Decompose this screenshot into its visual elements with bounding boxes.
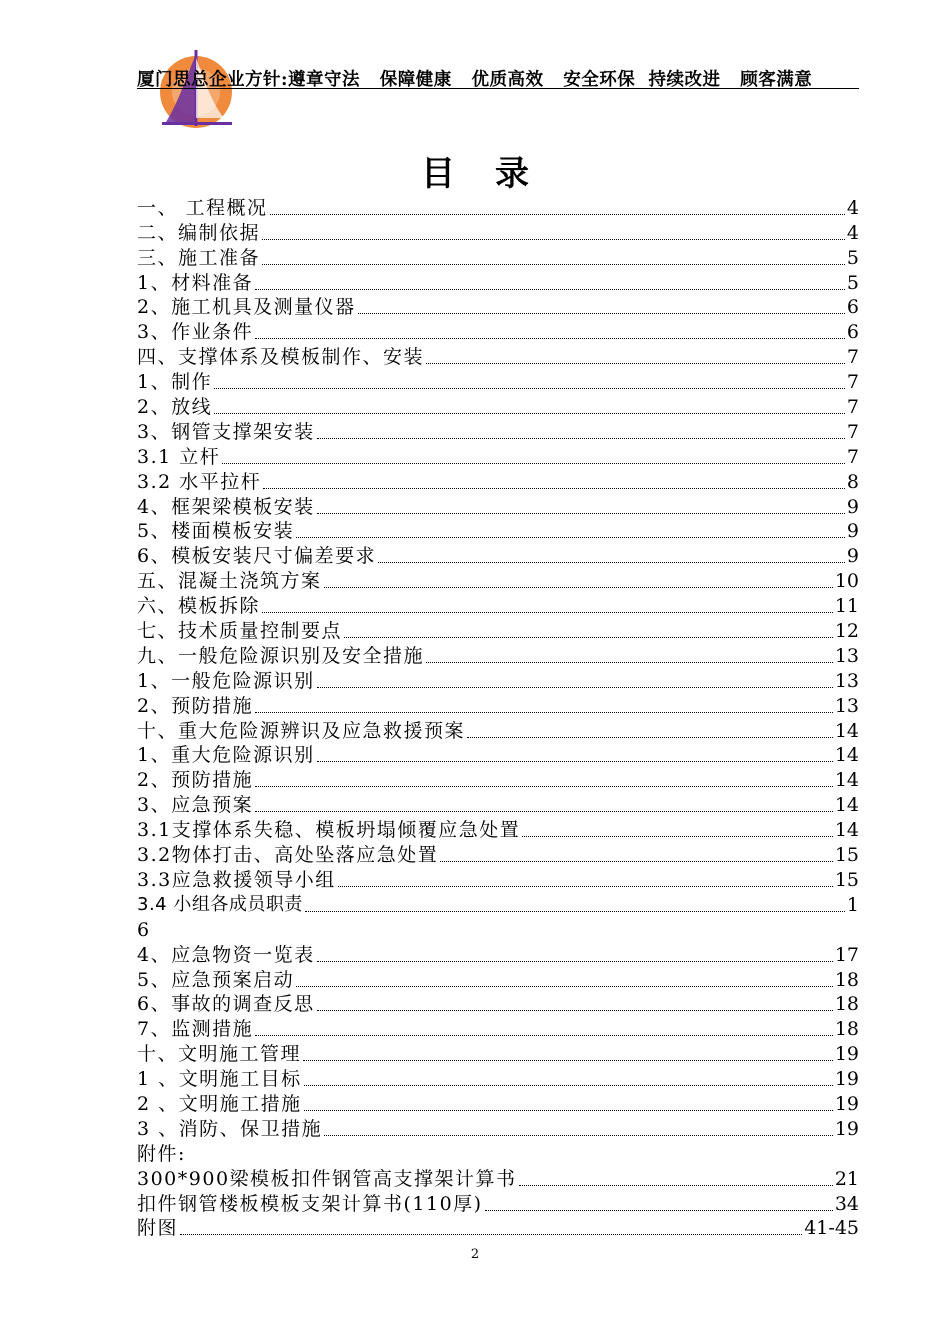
toc-entry-label: 五、混凝土浇筑方案: [137, 570, 322, 593]
toc-entry-label: 1、重大危险源识别: [137, 744, 315, 767]
toc-entry[interactable]: [137, 318, 859, 343]
toc-entry-page: 14: [834, 744, 859, 767]
toc-entry[interactable]: [137, 518, 859, 543]
toc-entry-page: 19: [834, 1068, 859, 1091]
toc-leader-dots: [255, 338, 845, 339]
toc-entry[interactable]: [137, 418, 859, 443]
toc-leader-dots: [304, 1085, 833, 1086]
toc-entry[interactable]: [137, 468, 859, 493]
toc-entry[interactable]: [137, 1090, 859, 1115]
toc-entry-page: 18: [834, 1018, 859, 1041]
toc-leader-dots: [344, 637, 833, 638]
toc-entry[interactable]: [137, 1140, 859, 1165]
toc-entry-page: 7: [846, 346, 859, 369]
toc-entry-label: 5、应急预案启动: [137, 968, 295, 991]
toc-entry-label: 3.1支撑体系失稳、模板坍塌倾覆应急处置: [137, 819, 521, 842]
toc-entry-page: 10: [834, 570, 859, 593]
toc-entry-page: 14: [834, 794, 859, 817]
toc-leader-dots: [305, 911, 845, 912]
toc-entry[interactable]: [137, 542, 859, 567]
toc-leader-dots: [296, 986, 833, 987]
toc-leader-dots: [262, 239, 845, 240]
toc-entry[interactable]: [137, 642, 859, 667]
toc-entry-label: 300*900梁模板扣件钢管高支撑架计算书: [137, 1167, 517, 1190]
toc-entry[interactable]: [137, 991, 859, 1016]
toc-entry-page: 9: [846, 495, 859, 518]
toc-leader-dots: [440, 861, 833, 862]
toc-entry-label: 三、施工准备: [137, 246, 261, 269]
toc-entry-page: 5: [846, 246, 859, 269]
toc-leader-dots: [255, 786, 833, 787]
header-rule: [137, 88, 859, 89]
toc-entry-page: 13: [834, 694, 859, 717]
toc-entry-label: 七、技术质量控制要点: [137, 620, 343, 643]
toc-leader-dots: [222, 463, 845, 464]
toc-entry[interactable]: [137, 692, 859, 717]
toc-entry[interactable]: [137, 1015, 859, 1040]
toc-leader-dots: [317, 761, 833, 762]
toc-entry[interactable]: [137, 891, 859, 916]
toc-entry[interactable]: [137, 567, 859, 592]
toc-leader-dots: [255, 811, 833, 812]
toc-entry[interactable]: [137, 294, 859, 319]
page-number: 2: [470, 1247, 480, 1262]
toc-entry[interactable]: [137, 1190, 859, 1215]
toc-entry-page: 18: [834, 968, 859, 991]
toc-leader-dots: [214, 413, 845, 414]
toc-entry[interactable]: [137, 617, 859, 642]
toc-leader-dots: [303, 1060, 833, 1061]
toc-entry[interactable]: [137, 592, 859, 617]
toc-leader-dots: [338, 886, 833, 887]
toc-leader-dots: [262, 264, 845, 265]
toc-entry-label: 1、制作: [137, 371, 213, 394]
toc-entry-page: 1: [846, 893, 859, 916]
toc-leader-dots: [467, 737, 833, 738]
toc-leader-dots: [426, 662, 833, 663]
toc-leader-dots: [255, 289, 845, 290]
toc-entry-page: 4: [846, 196, 859, 219]
toc-entry-label: 2、预防措施: [137, 769, 254, 792]
page-title: 目录: [421, 154, 569, 194]
toc-entry[interactable]: [137, 966, 859, 991]
toc-entry-label: 3.1 立杆: [137, 445, 221, 468]
toc-entry[interactable]: [137, 742, 859, 767]
toc-leader-dots: [358, 313, 845, 314]
toc-entry-page: 15: [834, 844, 859, 867]
toc-leader-dots: [317, 438, 845, 439]
toc-entry-label: 6: [137, 918, 151, 941]
toc-entry-page: 15: [834, 868, 859, 891]
toc-entry-page: 9: [846, 545, 859, 568]
toc-entry-page: 18: [834, 993, 859, 1016]
toc-entry-label: 扣件钢管楼板模板支架计算书(110厚): [137, 1192, 483, 1215]
toc-entry-label: 3.2 水平拉杆: [137, 470, 262, 493]
toc-entry-page: 9: [846, 520, 859, 543]
toc-leader-dots: [324, 587, 833, 588]
toc-entry-label: 7、监测措施: [137, 1018, 254, 1041]
toc-entry[interactable]: [137, 816, 859, 841]
toc-entry-label: 3、应急预案: [137, 794, 254, 817]
toc-entry-page: 19: [834, 1043, 859, 1066]
toc-leader-dots: [519, 1185, 833, 1186]
toc-entry-page: 7: [846, 420, 859, 443]
toc-leader-dots: [522, 836, 833, 837]
toc-entry[interactable]: [137, 766, 859, 791]
toc-entry-label: 1 、文明施工目标: [137, 1068, 302, 1091]
toc-leader-dots: [255, 712, 833, 713]
toc-entry[interactable]: [137, 269, 859, 294]
toc-entry-page: 4: [846, 221, 859, 244]
toc-entry-label: 3.4 小组各成员职责: [137, 893, 303, 915]
toc-entry-label: 2、放线: [137, 396, 213, 419]
toc-entry-page: 19: [834, 1092, 859, 1115]
toc-leader-dots: [270, 214, 845, 215]
toc-entry-label: 1、材料准备: [137, 271, 254, 294]
toc-entry-page: 12: [834, 620, 859, 643]
toc-entry-label: 九、一般危险源识别及安全措施: [137, 644, 425, 667]
toc-entry-label: 6、事故的调查反思: [137, 993, 315, 1016]
toc-entry-page: 41-45: [804, 1217, 859, 1240]
company-motto: 厦门思总企业方针:遵章守法 保障健康 优质高效 安全环保 持续改进 顾客满意: [137, 70, 813, 90]
toc-entry-label: 3 、消防、保卫措施: [137, 1117, 323, 1140]
toc-entry-page: 7: [846, 371, 859, 394]
toc-leader-dots: [262, 612, 833, 613]
toc-entry-label: 3.3应急救援领导小组: [137, 868, 336, 891]
toc-entry-page: 21: [834, 1167, 859, 1190]
table-of-contents: [137, 194, 859, 1239]
toc-entry-label: 十、重大危险源辨识及应急救援预案: [137, 719, 466, 742]
toc-entry-label: 2、施工机具及测量仪器: [137, 296, 356, 319]
toc-entry-label: 六、模板拆除: [137, 595, 261, 618]
toc-entry-label: 3、作业条件: [137, 321, 254, 344]
toc-entry[interactable]: [137, 244, 859, 269]
toc-entry-label: 二、编制依据: [137, 221, 261, 244]
toc-entry-page: 34: [834, 1192, 859, 1215]
toc-entry-label: 附件:: [137, 1142, 186, 1165]
toc-entry[interactable]: [137, 1165, 859, 1190]
toc-entry[interactable]: [137, 866, 859, 891]
toc-entry-label: 3.2物体打击、高处坠落应急处置: [137, 844, 439, 867]
toc-entry-page: 17: [834, 943, 859, 966]
toc-entry-page: 6: [846, 296, 859, 319]
toc-entry[interactable]: [137, 443, 859, 468]
toc-entry-label: 5、楼面模板安装: [137, 520, 295, 543]
toc-entry-page: 11: [834, 595, 859, 618]
toc-entry-page: 19: [834, 1117, 859, 1140]
toc-entry-page: 6: [846, 321, 859, 344]
toc-entry-label: 十、文明施工管理: [137, 1043, 302, 1066]
toc-leader-dots: [304, 1110, 833, 1111]
toc-leader-dots: [214, 388, 845, 389]
toc-leader-dots: [324, 1135, 833, 1136]
toc-entry[interactable]: [137, 1215, 859, 1240]
toc-entry-label: 3、钢管支撑架安装: [137, 420, 315, 443]
toc-leader-dots: [317, 1010, 833, 1011]
toc-leader-dots: [485, 1210, 833, 1211]
toc-entry-page: 8: [846, 470, 859, 493]
toc-entry[interactable]: [137, 791, 859, 816]
toc-entry-page: 14: [834, 819, 859, 842]
toc-leader-dots: [378, 562, 845, 563]
toc-entry-label: 附图: [137, 1217, 179, 1240]
toc-entry-page: 13: [834, 669, 859, 692]
toc-entry-page: 14: [834, 769, 859, 792]
toc-leader-dots: [317, 687, 833, 688]
toc-entry-label: 4、框架梁模板安装: [137, 495, 315, 518]
toc-entry-label: 2、预防措施: [137, 694, 254, 717]
toc-entry-label: 一、 工程概况: [137, 196, 268, 219]
toc-leader-dots: [426, 363, 845, 364]
toc-entry[interactable]: [137, 1065, 859, 1090]
toc-entry-page: 14: [834, 719, 859, 742]
toc-entry-label: 四、支撑体系及模板制作、安装: [137, 346, 425, 369]
toc-leader-dots: [255, 1035, 833, 1036]
toc-entry-label: 2 、文明施工措施: [137, 1092, 302, 1115]
toc-entry[interactable]: [137, 368, 859, 393]
toc-entry[interactable]: [137, 1040, 859, 1065]
toc-entry[interactable]: [137, 717, 859, 742]
toc-entry[interactable]: [137, 916, 859, 941]
toc-entry[interactable]: [137, 1115, 859, 1140]
toc-entry[interactable]: [137, 841, 859, 866]
toc-entry[interactable]: [137, 493, 859, 518]
toc-entry-page: 7: [846, 445, 859, 468]
toc-entry-label: 1、一般危险源识别: [137, 669, 315, 692]
toc-entry-page: 7: [846, 396, 859, 419]
toc-leader-dots: [180, 1234, 802, 1235]
toc-entry-label: 6、模板安装尺寸偏差要求: [137, 545, 377, 568]
toc-entry-page: 5: [846, 271, 859, 294]
toc-leader-dots: [317, 513, 845, 514]
toc-entry[interactable]: [137, 393, 859, 418]
toc-entry-page: 13: [834, 644, 859, 667]
toc-entry[interactable]: [137, 219, 859, 244]
toc-entry[interactable]: [137, 941, 859, 966]
toc-entry[interactable]: [137, 194, 859, 219]
toc-entry[interactable]: [137, 667, 859, 692]
toc-entry-label: 4、应急物资一览表: [137, 943, 315, 966]
toc-leader-dots: [263, 488, 845, 489]
toc-leader-dots: [317, 961, 833, 962]
toc-leader-dots: [296, 537, 845, 538]
toc-entry[interactable]: [137, 343, 859, 368]
